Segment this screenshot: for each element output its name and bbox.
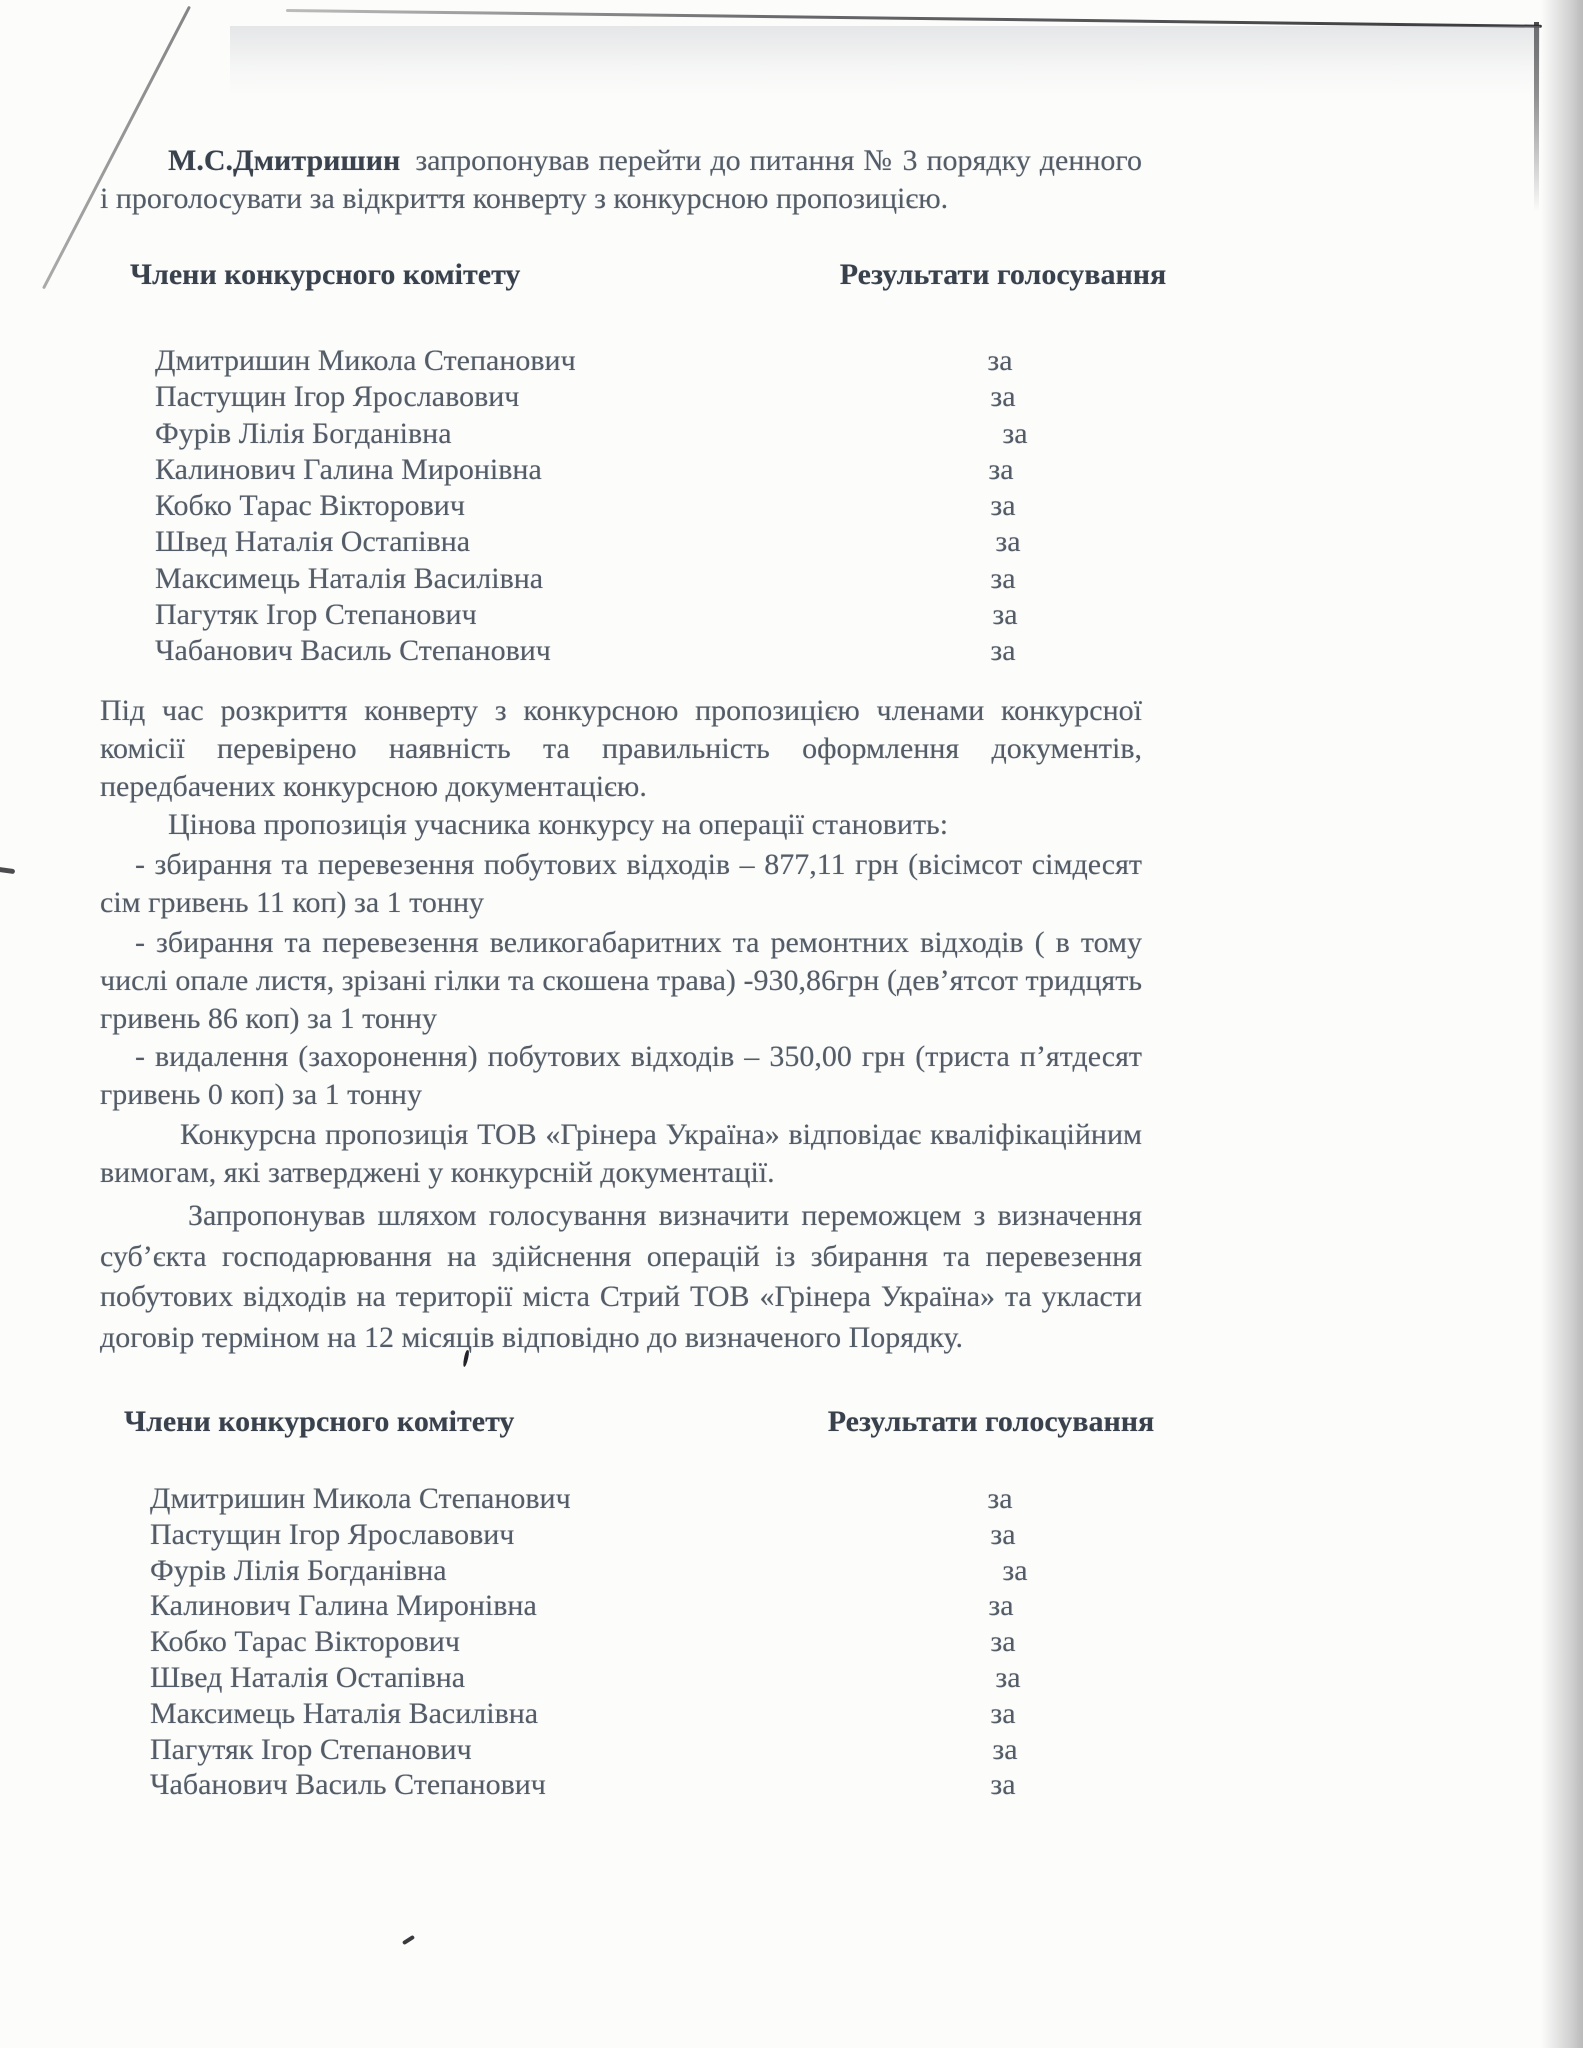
vote-value: за: [1002, 416, 1028, 450]
scan-top-edge-line: [286, 9, 1542, 28]
table-row: [100, 453, 1180, 489]
member-name: Чабанович Василь Степанович: [155, 634, 551, 668]
table-row: [100, 1518, 1180, 1554]
paragraph-envelope-check: Під час розкриття конверту з конкурсною пропозицією членами конкурсної комісії перевірено наявність та правильність оформлення документів, передбачених конкурсною документацією.: [100, 694, 1142, 803]
member-name: Фурів Лілія Богданівна: [150, 1553, 447, 1587]
vote-value: за: [990, 634, 1016, 668]
vote-value: за: [990, 1696, 1016, 1730]
table-row: [100, 1768, 1180, 1804]
member-name: Максимець Наталія Василівна: [155, 561, 544, 595]
paragraph-price-intro: Цінова пропозиція учасника конкурсу на операції становить:: [168, 808, 949, 841]
table-row: [100, 1697, 1180, 1733]
table-row: [100, 1625, 1180, 1661]
table-row: [100, 598, 1180, 634]
vote-value: за: [988, 1589, 1014, 1623]
member-name: Чабанович Василь Степанович: [150, 1768, 546, 1802]
member-name: Пагутяк Ігор Степанович: [150, 1732, 472, 1766]
pen-mark-left-edge: [0, 867, 15, 874]
vote-value: за: [990, 1768, 1016, 1802]
voting-table-2-rows: [100, 1482, 1180, 1804]
member-name: Пагутяк Ігор Степанович: [155, 598, 477, 632]
vote-value: за: [990, 489, 1016, 523]
table-row: [100, 1482, 1180, 1518]
pen-mark-bottom: [402, 1935, 415, 1945]
table-row: [100, 562, 1180, 598]
table-row: [100, 634, 1180, 670]
column-header-results: Результати голосування: [839, 258, 1167, 291]
voting-table-2-header: [100, 1405, 1180, 1445]
scan-noise-band: [230, 26, 1540, 96]
voting-table-1-rows: [100, 344, 1180, 671]
table-row: [100, 417, 1180, 453]
table-row: [100, 525, 1180, 561]
vote-value: за: [990, 1517, 1016, 1551]
paragraph-winner-proposal: Запропонував шляхом голосування визначити переможцем з визначення суб’єкта господарювання на здійснення операцій із збирання та перевезення побутових відходів на території міста Стрий ТОВ «Грінера Україна» та укласти договір терміном на 12 місяців відповідно до визначеного Порядку.: [100, 1199, 1142, 1354]
column-header-members: Члени конкурсного комітету: [130, 258, 521, 291]
table-row: [100, 344, 1180, 380]
vote-value: за: [990, 380, 1016, 414]
vote-value: за: [990, 561, 1016, 595]
column-header-members: Члени конкурсного комітету: [124, 1405, 515, 1438]
member-name: Дмитришин Микола Степанович: [150, 1482, 571, 1515]
vote-value: за: [987, 1482, 1013, 1515]
paragraph-intro: [100, 142, 1142, 218]
table-row: [100, 380, 1180, 416]
member-name: Фурів Лілія Богданівна: [155, 416, 452, 450]
member-name: Швед Наталія Остапівна: [150, 1660, 466, 1694]
vote-value: за: [995, 525, 1021, 559]
voting-table-1-header: [100, 258, 1180, 298]
member-name: Пастущин Ігор Ярославович: [155, 380, 520, 414]
table-row: [100, 1554, 1180, 1590]
price-item-disposal: - видалення (захоронення) побутових відходів – 350,00 грн (триста п’ятдесят гривень 0 коп) за 1 тонну: [100, 1040, 1142, 1111]
member-name: Кобко Тарас Вікторович: [150, 1625, 460, 1659]
member-name: Калинович Галина Миронівна: [150, 1589, 537, 1623]
vote-value: за: [987, 344, 1013, 377]
member-name: Дмитришин Микола Степанович: [155, 344, 576, 377]
member-name: Максимець Наталія Василівна: [150, 1696, 539, 1730]
vote-value: за: [995, 1660, 1021, 1694]
table-row: [100, 1661, 1180, 1697]
vote-value: за: [1002, 1553, 1028, 1587]
price-item-household-waste: - збирання та перевезення побутових відходів – 877,11 грн (вісімсот сімдесят сім гривень 11 коп) за 1 тонну: [100, 848, 1142, 919]
member-name: Швед Наталія Остапівна: [155, 525, 471, 559]
paragraph-intro-text: запропонував перейти до питання № 3 порядку денного і проголосувати за відкриття конверту з конкурсною пропозицією.: [100, 144, 1142, 215]
vote-value: за: [990, 1625, 1016, 1659]
vote-value: за: [992, 598, 1018, 632]
paragraph-qualification: Конкурсна пропозиція ТОВ «Грінера Україна» відповідає кваліфікаційним вимогам, які затверджені у конкурсній документації.: [100, 1118, 1142, 1189]
price-item-bulky-waste: - збирання та перевезення великогабаритних та ремонтних відходів ( в тому числі опале листя, зрізані гілки та скошена трава) -930,86грн (дев’ятсот тридцять гривень 86 коп) за 1 тонну: [100, 926, 1142, 1035]
voting-table-2: [100, 1405, 1180, 1802]
table-row: [100, 1589, 1180, 1625]
column-header-results: Результати голосування: [827, 1405, 1155, 1438]
table-row: [100, 489, 1180, 525]
member-name: Калинович Галина Миронівна: [155, 452, 542, 486]
vote-value: за: [988, 452, 1014, 486]
speaker-name: М.С.Дмитришин: [168, 144, 401, 177]
member-name: Кобко Тарас Вікторович: [155, 489, 465, 523]
scan-right-edge-shadow: [1541, 0, 1583, 2048]
member-name: Пастущин Ігор Ярославович: [150, 1517, 515, 1551]
voting-table-1: [100, 258, 1180, 668]
table-row: [100, 1733, 1180, 1769]
vote-value: за: [992, 1732, 1018, 1766]
